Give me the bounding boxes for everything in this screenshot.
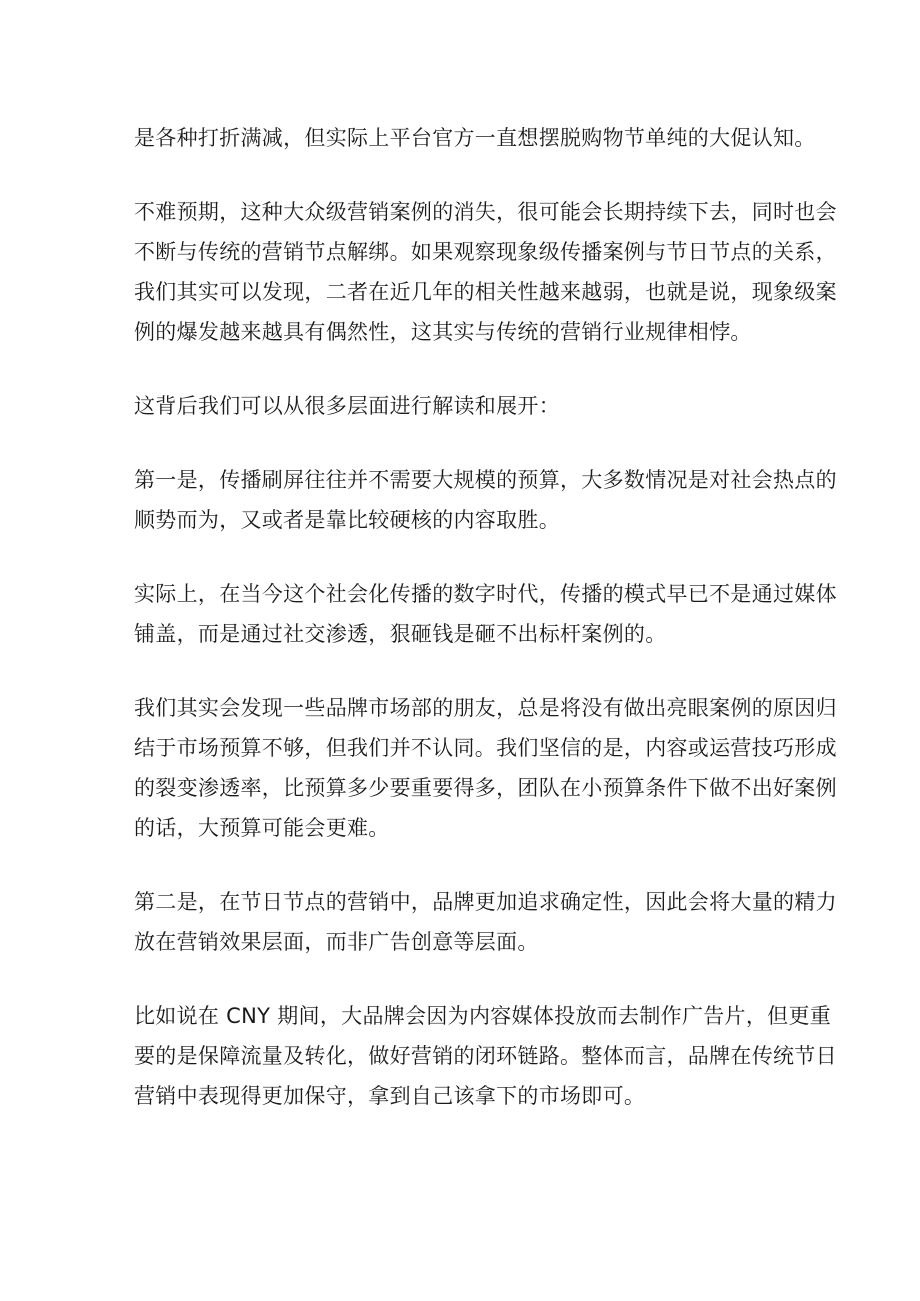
text-line: 结于市场预算不够，但我们并不认同。我们坚信的是，内容或运营技巧形成	[134, 736, 837, 760]
paragraph-8	[134, 996, 837, 1116]
text-line: 不断与传统的营销节点解绑。如果观察现象级传播案例与节日节点的关系，	[134, 240, 837, 264]
text-line: 比如说在 CNY 期间，大品牌会因为内容媒体投放而去制作广告片，但更重	[134, 1004, 832, 1028]
paragraph-2	[134, 192, 837, 352]
text-line: 第二是，在节日节点的营销中，品牌更加追求确定性，因此会将大量的精力	[134, 890, 837, 914]
text-line: 实际上，在当今这个社会化传播的数字时代，传播的模式早已不是通过媒体	[134, 582, 837, 606]
text-line: 这背后我们可以从很多层面进行解读和展开：	[134, 394, 560, 418]
text-line: 铺盖，而是通过社交渗透，狠砸钱是砸不出标杆案例的。	[134, 622, 667, 646]
paragraph-5	[134, 574, 837, 654]
text-line: 要的是保障流量及转化，做好营销的闭环链路。整体而言，品牌在传统节日	[134, 1044, 837, 1068]
text-line: 顺势而为，又或者是靠比较硬核的内容取胜。	[134, 508, 560, 532]
text-line: 是各种打折满减，但实际上平台官方一直想摆脱购物节单纯的大促认知。	[134, 126, 816, 150]
paragraph-3	[134, 386, 814, 426]
text-line: 例的爆发越来越具有偶然性，这其实与传统的营销行业规律相悖。	[134, 320, 752, 344]
text-line: 我们其实会发现一些品牌市场部的朋友，总是将没有做出亮眼案例的原因归	[134, 696, 837, 720]
text-line: 我们其实可以发现，二者在近几年的相关性越来越弱，也就是说，现象级案	[134, 280, 837, 304]
paragraph-7	[134, 882, 837, 962]
text-line: 第一是，传播刷屏往往并不需要大规模的预算，大多数情况是对社会热点的	[134, 468, 837, 492]
article-body	[134, 118, 837, 1150]
text-line: 不难预期，这种大众级营销案例的消失，很可能会长期持续下去，同时也会	[134, 200, 837, 224]
paragraph-4	[134, 460, 837, 540]
text-line: 的话，大预算可能会更难。	[134, 816, 390, 840]
text-line: 放在营销效果层面，而非广告创意等层面。	[134, 930, 539, 954]
paragraph-1	[134, 118, 814, 158]
text-line: 的裂变渗透率，比预算多少要重要得多，团队在小预算条件下做不出好案例	[134, 776, 837, 800]
text-line: 营销中表现得更加保守，拿到自己该拿下的市场即可。	[134, 1084, 646, 1108]
paragraph-6	[134, 688, 837, 848]
